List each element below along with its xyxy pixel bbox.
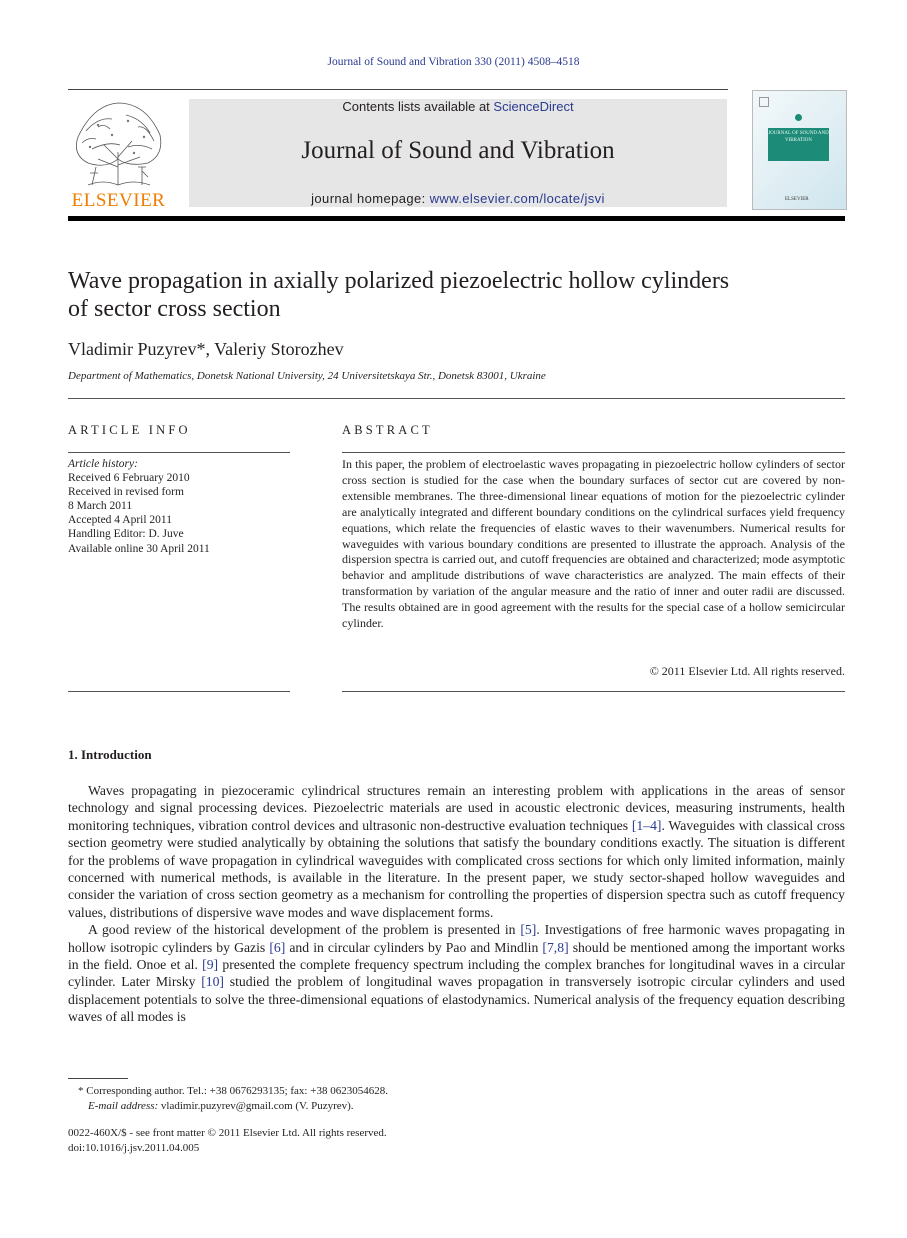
affiliation-rule bbox=[68, 398, 845, 399]
journal-cover-thumbnail[interactable] bbox=[752, 90, 847, 210]
article-info-heading: ARTICLE INFO bbox=[68, 423, 191, 437]
header-thick-rule bbox=[68, 216, 845, 221]
intro-text: presented the complete frequency spectrum including the complex branches for longitudinal waves in a circular cylinder. Later Mirsky bbox=[68, 957, 845, 990]
issn-line: 0022-460X/$ - see front matter © 2011 Elsevier Ltd. All rights reserved. bbox=[68, 1127, 387, 1139]
history-label: Article history: bbox=[68, 458, 138, 470]
history-item: Received in revised form bbox=[68, 486, 184, 499]
affiliation: Department of Mathematics, Donetsk National University, 24 Universitetskaya Str., Donetsk 83001, Ukraine bbox=[68, 370, 546, 382]
contents-line bbox=[189, 99, 727, 114]
intro-text: . Investigations of free harmonic waves propagating in hollow isotropic cylinders by Gazis bbox=[68, 922, 845, 955]
article-title-line-2: of sector cross section bbox=[68, 296, 281, 322]
journal-reference[interactable]: Journal of Sound and Vibration 330 (2011) 4508–4518 bbox=[327, 56, 580, 68]
history-item: 8 March 2011 bbox=[68, 500, 133, 513]
citation-link[interactable]: [5] bbox=[520, 922, 537, 938]
cover-title: JOURNAL OF SOUND AND VIBRATION bbox=[768, 131, 829, 143]
cover-emblem-icon bbox=[795, 114, 802, 121]
email-note bbox=[68, 1099, 388, 1114]
citation-link[interactable]: [6] bbox=[269, 939, 286, 955]
abstract-text: In this paper, the problem of electroelastic waves propagating in piezoelectric hollow cylinders of sector cross section is studied for the case when the boundary surfaces of sector cut are covered by non-extensible membranes. The three-dimensional linear equations of motion for the piezoelectric cylinder are analytically integrated and different boundary conditions on the cylindrical surfaces yield frequency equations, which relate the frequencies of elastic waves to their wavenumbers. Numerical results for waveguides with various boundary conditions are presented to illustrate the approach. Analysis of the dispersion spectra is carried out, and cutoff frequencies are obtained and characterized; mode asymptotic behavior and amplitude distributions of wave characteristics are analyzed. The main effects of their transformation by variation of the angular measure and the ratio of inner and outer radii are discussed. The results obtained are in good agreement with the results for the special case of a hollow semicircular cylinder. bbox=[342, 457, 845, 631]
intro-text: should be mentioned among the important works in the field. Onoe et al. bbox=[68, 939, 845, 973]
corresponding-author-note: * Corresponding author. Tel.: +38 0676293135; fax: +38 0623054628. bbox=[78, 1085, 388, 1097]
intro-text: A good review of the historical development of the problem is presented in bbox=[88, 922, 521, 938]
sciencedirect-link[interactable]: ScienceDirect bbox=[493, 99, 574, 114]
abstract-heading: ABSTRACT bbox=[342, 423, 433, 437]
citation-link[interactable]: [9] bbox=[202, 957, 219, 973]
authors: Vladimir Puzyrev*, Valeriy Storozhev bbox=[68, 339, 344, 359]
footnote-rule bbox=[68, 1078, 128, 1079]
issn-block bbox=[68, 1126, 387, 1156]
abstract-rule-bottom bbox=[342, 691, 845, 692]
cover-mark-icon bbox=[759, 97, 769, 107]
intro-text: and in circular cylinders by Pao and Mindlin bbox=[285, 939, 543, 955]
history-item: Handling Editor: D. Juve bbox=[68, 528, 184, 541]
history-item: Received 6 February 2010 bbox=[68, 472, 190, 485]
article-info-rule-top bbox=[68, 452, 290, 453]
footnote bbox=[68, 1084, 388, 1114]
abstract-copyright: © 2011 Elsevier Ltd. All rights reserved. bbox=[649, 664, 845, 678]
header-rule bbox=[68, 89, 728, 90]
intro-text: Waves propagating in piezoceramic cylindrical structures remain an interesting problem with applications in the areas of sensor technology and signal processing devices. Piezoelectric materials are used in acoustic electronic devices, measuring instruments, health monitoring techniques, vibration control devices and ultrasonic non-destructive evaluation techniques bbox=[68, 783, 845, 833]
intro-paragraph-1 bbox=[68, 782, 845, 921]
history-item: Accepted 4 April 2011 bbox=[68, 514, 173, 527]
doi-line[interactable]: doi:10.1016/j.jsv.2011.04.005 bbox=[68, 1142, 200, 1154]
contents-prefix: Contents lists available at bbox=[342, 99, 494, 114]
history-item: Available online 30 April 2011 bbox=[68, 542, 210, 555]
abstract-rule-top bbox=[342, 452, 845, 453]
intro-paragraph-2 bbox=[68, 921, 845, 1025]
intro-text: studied the problem of longitudinal waves propagation in transversely isotropic circular cylinders and used displacement potentials to solve the three-dimensional equations of elastodynamics. Numerical analysis of the frequency equation describing waves of all modes is bbox=[68, 974, 845, 1025]
elsevier-logo-text: ELSEVIER bbox=[71, 190, 166, 211]
homepage-line bbox=[189, 191, 727, 206]
intro-text: . Waveguides with classical cross section geometry were studied analytically by obtaining the solutions that satisfy the boundary conditions exactly. The situation is different for the problems of wave propagation in cylindrical waveguides with complicated cross sections for which only limited information, mainly concerned with numerical methods, is available in the literature. In the present paper, we study sector-shaped hollow waveguides and consider the variation of cross section geometry as a mechanism for controlling the properties of dispersion spectra such as cutoff frequency values, distributions of dispersive wave modes and wave displacement forms. bbox=[68, 817, 845, 920]
journal-title: Journal of Sound and Vibration bbox=[301, 137, 615, 164]
email-label: E-mail address: bbox=[88, 1100, 161, 1112]
homepage-prefix: journal homepage: bbox=[311, 191, 430, 206]
article-title bbox=[68, 267, 848, 323]
email-address[interactable]: vladimir.puzyrev@gmail.com (V. Puzyrev). bbox=[160, 1100, 354, 1112]
introduction-body bbox=[68, 782, 845, 1026]
article-title-line-1: Wave propagation in axially polarized piezoelectric hollow cylinders bbox=[68, 268, 730, 294]
section-heading-introduction: 1. Introduction bbox=[68, 747, 152, 762]
article-history bbox=[68, 457, 290, 556]
citation-link[interactable]: [1–4] bbox=[631, 817, 662, 833]
homepage-link[interactable]: www.elsevier.com/locate/jsvi bbox=[429, 191, 605, 206]
citation-link[interactable]: [7,8] bbox=[542, 939, 569, 955]
citation-link[interactable]: [10] bbox=[201, 974, 224, 990]
cover-publisher: ELSEVIER bbox=[785, 197, 809, 202]
article-info-rule-bottom bbox=[68, 691, 290, 692]
